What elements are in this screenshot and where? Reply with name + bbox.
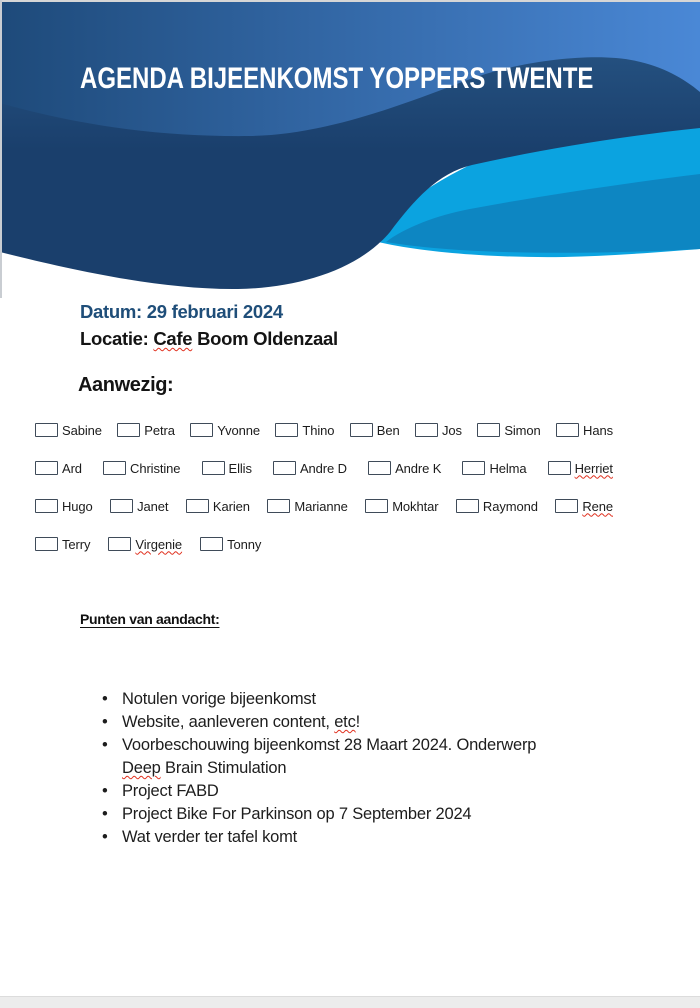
attendee-item (350, 423, 400, 438)
attendee-item (117, 423, 175, 438)
attendee-row (35, 461, 613, 475)
attendance-checkbox[interactable] (108, 537, 131, 551)
attendance-checkbox[interactable] (35, 461, 58, 475)
attendee-name: Helma (489, 460, 527, 476)
agenda-item (100, 688, 570, 711)
attendance-checkbox[interactable] (110, 499, 133, 513)
attendee-name: Raymond (482, 498, 538, 514)
attendee-name: Tonny (227, 536, 262, 552)
attendee-item (202, 461, 252, 476)
attendee-row (35, 499, 613, 513)
attendance-checkbox[interactable] (35, 423, 58, 437)
attendance-checkbox[interactable] (186, 499, 209, 513)
attendance-checkbox[interactable] (275, 423, 298, 437)
attendance-checkbox[interactable] (556, 423, 579, 437)
attendee-name: Marianne (294, 498, 348, 514)
agenda-text: Brain Stimulation (160, 759, 287, 777)
attendees-heading: Aanwezig: (78, 374, 174, 396)
agenda-text: Wat verder ter tafel komt (122, 828, 298, 846)
agenda-item (100, 803, 570, 826)
attendee-item (103, 461, 180, 476)
attendance-checkbox[interactable] (35, 499, 58, 513)
agenda-item (100, 734, 570, 780)
attendee-item (200, 537, 261, 552)
page-title: AGENDA BIJEENKOMST YOPPERS TWENTE (80, 62, 594, 95)
attendee-item (415, 423, 462, 438)
location-text: Boom Oldenzaal (192, 328, 338, 349)
attendee-item (186, 499, 250, 514)
attendance-checkbox[interactable] (267, 499, 290, 513)
attendee-name: Rene (582, 498, 613, 514)
attendee-item (35, 499, 93, 514)
agenda-heading: Punten van aandacht: (80, 611, 220, 627)
attendee-item (190, 423, 260, 438)
attendee-rows (35, 423, 613, 575)
attendee-item (365, 499, 438, 514)
attendee-name: Ben (376, 422, 400, 438)
date-line: Datum: 29 februari 2024 (80, 301, 283, 322)
attendance-checkbox[interactable] (555, 499, 578, 513)
attendance-checkbox[interactable] (200, 537, 223, 551)
page-top-edge (0, 0, 700, 2)
agenda-text: Project FABD (122, 782, 219, 800)
misspelled-text: Deep (122, 759, 161, 777)
location-text: Locatie: (80, 328, 154, 349)
attendee-item (267, 499, 347, 514)
page-left-edge (0, 0, 2, 298)
agenda-text: Website, aanleveren content, (122, 713, 335, 731)
agenda-list (100, 688, 570, 849)
attendee-name: Andre K (395, 460, 442, 476)
attendee-item (456, 499, 538, 514)
attendee-name: Terry (62, 536, 91, 552)
attendance-checkbox[interactable] (117, 423, 140, 437)
attendance-checkbox[interactable] (273, 461, 296, 475)
page-bottom-gap (0, 996, 700, 1008)
attendance-checkbox[interactable] (477, 423, 500, 437)
attendee-name: Hans (583, 422, 613, 438)
attendee-item (368, 461, 441, 476)
agenda-text: Voorbeschouwing bijeenkomst 28 Maart 2024. Onderwerp (122, 736, 537, 754)
misspelled-text: Cafe (153, 328, 193, 349)
attendee-name: Andre D (299, 460, 347, 476)
attendance-checkbox[interactable] (350, 423, 373, 437)
attendee-name: Christine (130, 460, 181, 476)
attendee-item (35, 537, 90, 552)
attendee-name: Janet (137, 498, 169, 514)
attendee-item (548, 461, 613, 476)
attendance-checkbox[interactable] (548, 461, 571, 475)
agenda-item (100, 780, 570, 803)
attendee-name: Simon (504, 422, 541, 438)
attendance-checkbox[interactable] (462, 461, 485, 475)
attendee-name: Petra (144, 422, 175, 438)
attendee-name: Herriet (574, 460, 613, 476)
attendee-name: Yvonne (217, 422, 260, 438)
attendee-name: Virgenie (135, 536, 183, 552)
attendee-item (275, 423, 334, 438)
attendee-item (556, 423, 613, 438)
attendee-item (477, 423, 540, 438)
attendee-name: Jos (442, 422, 462, 438)
agenda-text: ! (355, 713, 361, 731)
location-line (80, 328, 338, 350)
attendee-name: Ard (62, 460, 82, 476)
agenda-text: Project Bike For Parkinson op 7 September 2024 (122, 805, 472, 823)
attendance-checkbox[interactable] (456, 499, 479, 513)
attendee-name: Thino (302, 422, 335, 438)
attendee-name: Karien (212, 498, 250, 514)
attendee-item (108, 537, 182, 552)
attendance-checkbox[interactable] (365, 499, 388, 513)
attendee-name: Hugo (62, 498, 93, 514)
attendance-checkbox[interactable] (368, 461, 391, 475)
attendance-checkbox[interactable] (415, 423, 438, 437)
header-wave-graphic (0, 0, 700, 300)
attendance-checkbox[interactable] (202, 461, 225, 475)
agenda-item (100, 711, 570, 734)
attendee-row (35, 423, 613, 437)
attendance-checkbox[interactable] (103, 461, 126, 475)
attendee-name: Ellis (228, 460, 252, 476)
attendee-item (35, 423, 102, 438)
attendee-item (110, 499, 168, 514)
misspelled-text: etc (334, 713, 356, 731)
attendee-name: Mokhtar (392, 498, 439, 514)
attendance-checkbox[interactable] (35, 537, 58, 551)
attendee-item (35, 461, 82, 476)
attendee-row (35, 537, 613, 551)
attendance-checkbox[interactable] (190, 423, 213, 437)
attendee-name: Sabine (62, 422, 102, 438)
attendee-item (273, 461, 347, 476)
agenda-text: Notulen vorige bijeenkomst (122, 690, 316, 708)
agenda-item (100, 826, 570, 849)
attendee-item (462, 461, 526, 476)
attendee-item (555, 499, 613, 514)
